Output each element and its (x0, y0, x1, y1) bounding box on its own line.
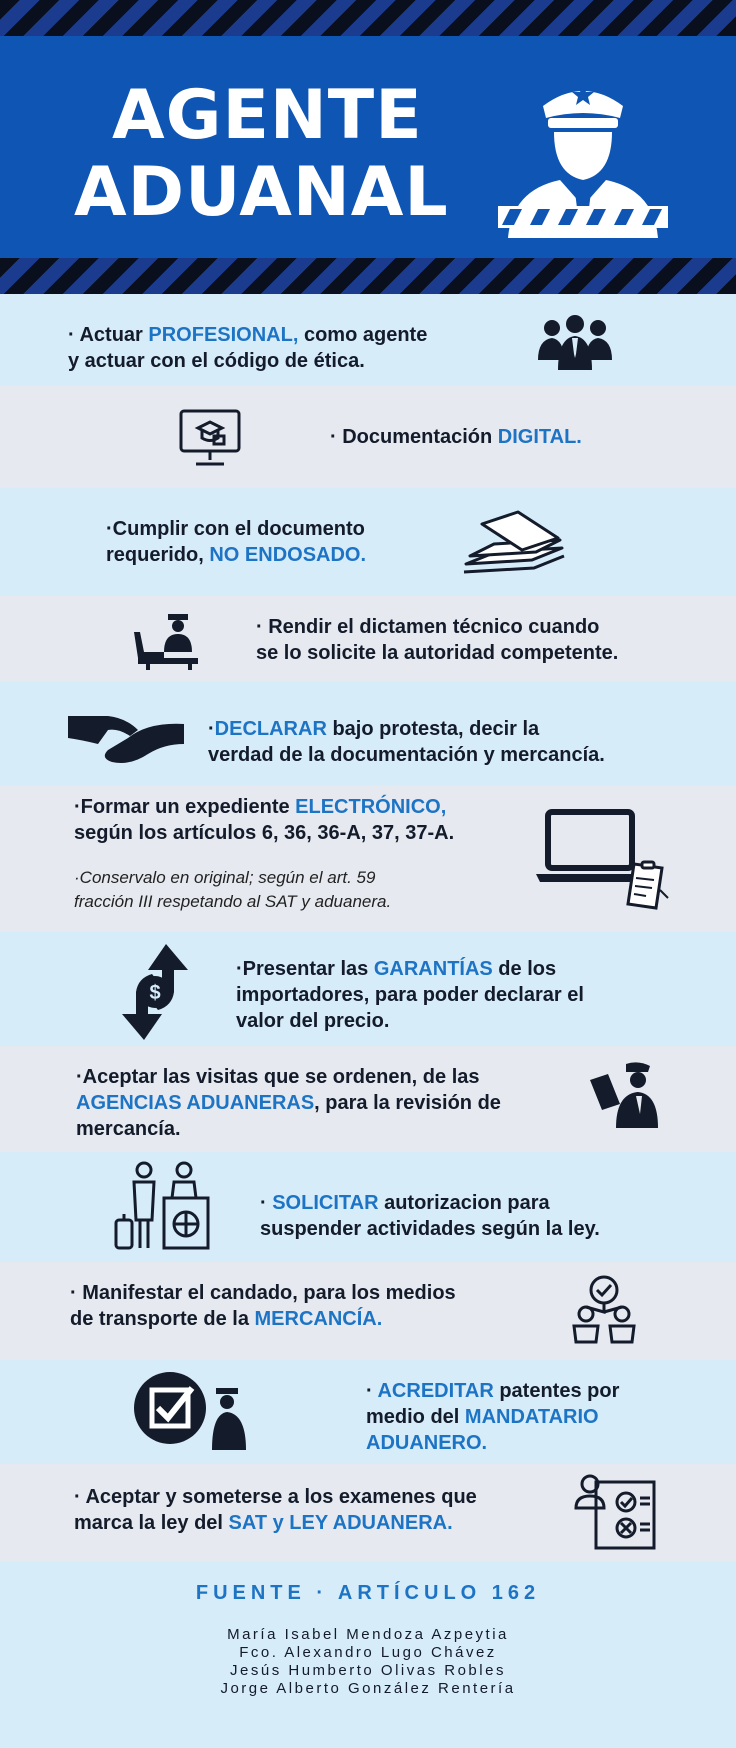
hazard-stripes-bottom (0, 258, 736, 294)
author-name: Fco. Alexandro Lugo Chávez (239, 1644, 497, 1661)
item-7-text: ·Presentar las GARANTÍAS de los importadores, para poder declarar el valor del precio. (236, 958, 584, 1032)
officer-desk-icon (130, 612, 202, 672)
travelers-customs-icon (112, 1160, 212, 1252)
item-3-text: ·Cumplir con el documento requerido, NO ENDOSADO. (106, 518, 367, 566)
author-name: Jesús Humberto Olivas Robles (230, 1662, 506, 1679)
checkbox-officer-icon (132, 1370, 250, 1452)
title-line-1: AGENTE (112, 76, 423, 155)
header-banner (0, 36, 736, 258)
item-11-text: · ACREDITAR patentes por medio del MANDATARIO ADUANERO. (366, 1380, 620, 1454)
author-name: María Isabel Mendoza Azpeytia (227, 1626, 509, 1643)
item-4-text: · Rendir el dictamen técnico cuando se lo solicite la autoridad competente. (256, 616, 619, 664)
item-row-9 (0, 1152, 736, 1262)
item-row-8 (0, 1046, 736, 1152)
item-6-note: ·Conservalo en original; según el art. 59 fracción III respetando al SAT y aduanera. (74, 868, 392, 911)
item-6-text: ·Formar un expediente ELECTRÓNICO, según los artículos 6, 36, 36-A, 37, 37-A. (74, 796, 455, 844)
item-row-6 (0, 786, 736, 932)
svg-text:$: $ (149, 982, 161, 1004)
approved-people-icon (568, 1274, 640, 1346)
papers-stack-icon (462, 508, 566, 578)
item-row-3 (0, 488, 736, 596)
hazard-stripes-top (0, 0, 736, 36)
customs-officer-icon (498, 66, 668, 246)
item-10-text: · Manifestar el candado, para los medios de transporte de la MERCANCÍA. (70, 1282, 456, 1330)
item-row-11 (0, 1360, 736, 1464)
item-row-5 (0, 682, 736, 786)
item-12-text: · Aceptar y someterse a los examenes que marca la ley del SAT y LEY ADUANERA. (74, 1486, 477, 1534)
source-label: FUENTE · ARTÍCULO 162 (195, 1582, 541, 1604)
authors-list (0, 1626, 736, 1698)
item-8-text: ·Aceptar las visitas que se ordenen, de las AGENCIAS ADUANERAS, para la revisión de mercancía. (76, 1066, 501, 1140)
money-exchange-icon (118, 944, 192, 1040)
item-row-7 (0, 932, 736, 1046)
laptop-clipboard-icon (536, 808, 686, 926)
item-1-text: · Actuar PROFESIONAL, como agente y actuar con el código de ética. (68, 324, 428, 372)
item-5-text: ·DECLARAR bajo protesta, decir la verdad de la documentación y mercancía. (208, 718, 605, 766)
exam-checklist-icon (574, 1472, 658, 1552)
item-row-1 (0, 294, 736, 386)
author-name: Jorge Alberto González Rentería (220, 1680, 516, 1697)
digital-document-monitor-icon (178, 408, 242, 468)
item-2-text: · Documentación DIGITAL. (330, 426, 582, 448)
item-row-12 (0, 1464, 736, 1562)
item-row-4 (0, 596, 736, 682)
team-icon (536, 314, 614, 372)
item-9-text: · SOLICITAR autorizacion para suspender actividades según la ley. (260, 1192, 600, 1240)
officer-inspection-icon (586, 1058, 658, 1134)
handshake-icon (68, 710, 184, 766)
item-row-2 (0, 386, 736, 488)
item-row-10 (0, 1262, 736, 1360)
title-line-2: ADUANAL (74, 153, 449, 232)
